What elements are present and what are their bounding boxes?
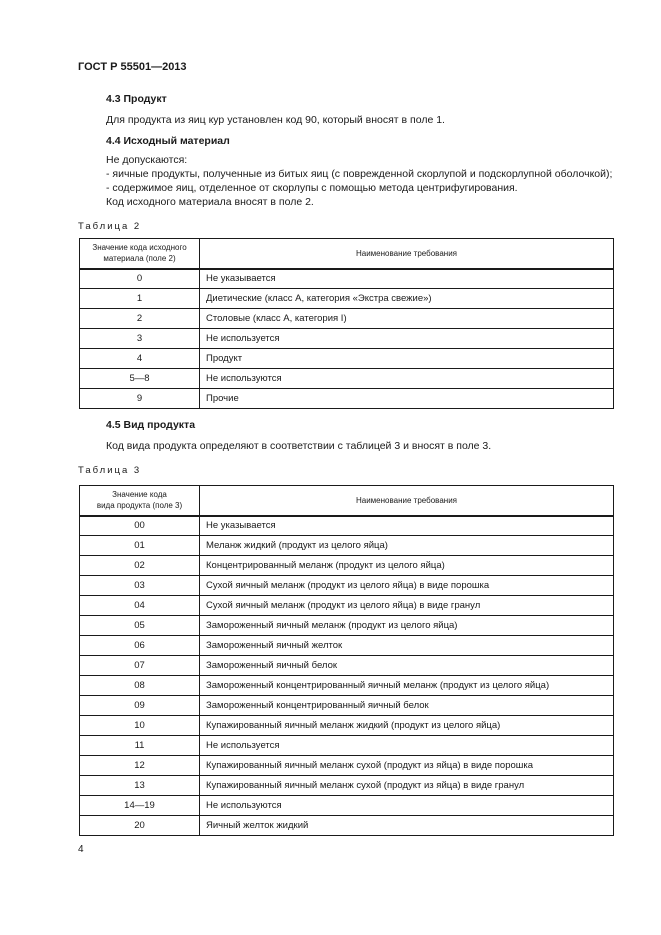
code-cell: 14—19 [80, 796, 200, 816]
table-2-header-name: Наименование требования [200, 239, 614, 269]
table-3 [79, 485, 614, 836]
requirement-cell: Замороженный яичный меланж (продукт из целого яйца) [200, 616, 614, 636]
code-cell: 03 [80, 576, 200, 596]
section-4-4-line: Не допускаются: [106, 154, 188, 166]
table-row [80, 716, 614, 736]
code-cell: 10 [80, 716, 200, 736]
code-cell: 1 [80, 289, 200, 309]
requirement-cell: Меланж жидкий (продукт из целого яйца) [200, 536, 614, 556]
table-2-caption: Таблица 2 [78, 221, 142, 232]
table-3-caption: Таблица 3 [78, 465, 142, 476]
code-cell: 00 [80, 516, 200, 536]
requirement-cell: Не используются [200, 369, 614, 389]
table-row [80, 616, 614, 636]
table-2 [79, 238, 614, 409]
table-row [80, 636, 614, 656]
table-row [80, 596, 614, 616]
code-cell: 5—8 [80, 369, 200, 389]
requirement-cell: Диетические (класс А, категория «Экстра свежие») [200, 289, 614, 309]
code-cell: 02 [80, 556, 200, 576]
requirement-cell: Купажированный яичный меланж жидкий (продукт из целого яйца) [200, 716, 614, 736]
section-4-3-title: 4.3 Продукт [106, 93, 167, 105]
requirement-cell: Столовые (класс А, категория I) [200, 309, 614, 329]
requirement-cell: Не указывается [200, 269, 614, 289]
document-code: ГОСТ Р 55501—2013 [78, 61, 187, 73]
requirement-cell: Прочие [200, 389, 614, 409]
requirement-cell: Сухой яичный меланж (продукт из целого яйца) в виде порошка [200, 576, 614, 596]
section-4-4-title: 4.4 Исходный материал [106, 135, 230, 147]
table-row [80, 796, 614, 816]
requirement-cell: Не используется [200, 329, 614, 349]
table-row [80, 696, 614, 716]
requirement-cell: Не используются [200, 796, 614, 816]
table-row [80, 329, 614, 349]
table-row [80, 556, 614, 576]
section-4-5-text: Код вида продукта определяют в соответствии с таблицей 3 и вносят в поле 3. [106, 440, 492, 452]
code-cell: 0 [80, 269, 200, 289]
requirement-cell: Купажированный яичный меланж сухой (продукт из яйца) в виде порошка [200, 756, 614, 776]
code-cell: 11 [80, 736, 200, 756]
section-4-4-line: - яичные продукты, полученные из битых яиц (с поврежденной скорлупой и подскорлупной оболочкой); [106, 168, 613, 180]
requirement-cell: Яичный желток жидкий [200, 816, 614, 836]
table-row [80, 309, 614, 329]
requirement-cell: Не указывается [200, 516, 614, 536]
code-cell: 09 [80, 696, 200, 716]
table-row [80, 676, 614, 696]
table-row [80, 289, 614, 309]
code-cell: 3 [80, 329, 200, 349]
requirement-cell: Не используется [200, 736, 614, 756]
table-row [80, 389, 614, 409]
code-cell: 04 [80, 596, 200, 616]
code-cell: 9 [80, 389, 200, 409]
requirement-cell: Купажированный яичный меланж сухой (продукт из яйца) в виде гранул [200, 776, 614, 796]
table-3-header-name: Наименование требования [200, 486, 614, 516]
table-row [80, 656, 614, 676]
table-3-header-code: Значение кода вида продукта (поле 3) [80, 486, 200, 516]
code-cell: 05 [80, 616, 200, 636]
table-row [80, 756, 614, 776]
code-cell: 01 [80, 536, 200, 556]
table-row [80, 776, 614, 796]
requirement-cell: Замороженный яичный желток [200, 636, 614, 656]
requirement-cell: Концентрированный меланж (продукт из целого яйца) [200, 556, 614, 576]
table-row [80, 736, 614, 756]
table-row [80, 516, 614, 536]
code-cell: 20 [80, 816, 200, 836]
code-cell: 06 [80, 636, 200, 656]
table-row [80, 349, 614, 369]
page-number: 4 [78, 844, 84, 855]
requirement-cell: Замороженный концентрированный яичный белок [200, 696, 614, 716]
section-4-4-line: Код исходного материала вносят в поле 2. [106, 196, 314, 208]
requirement-cell: Продукт [200, 349, 614, 369]
table-row [80, 269, 614, 289]
requirement-cell: Замороженный яичный белок [200, 656, 614, 676]
code-cell: 4 [80, 349, 200, 369]
requirement-cell: Замороженный концентрированный яичный меланж (продукт из целого яйца) [200, 676, 614, 696]
code-cell: 13 [80, 776, 200, 796]
table-row [80, 576, 614, 596]
requirement-cell: Сухой яичный меланж (продукт из целого яйца) в виде гранул [200, 596, 614, 616]
table-2-header-code: Значение кода исходного материала (поле 2) [80, 239, 200, 269]
section-4-5-title: 4.5 Вид продукта [106, 419, 196, 431]
code-cell: 2 [80, 309, 200, 329]
section-4-3-text: Для продукта из яиц кур установлен код 90, который вносят в поле 1. [106, 114, 445, 126]
code-cell: 08 [80, 676, 200, 696]
table-row [80, 816, 614, 836]
table-row [80, 369, 614, 389]
table-row [80, 536, 614, 556]
code-cell: 07 [80, 656, 200, 676]
code-cell: 12 [80, 756, 200, 776]
section-4-4-line: - содержимое яиц, отделенное от скорлупы с помощью метода центрифугирования. [106, 182, 518, 194]
